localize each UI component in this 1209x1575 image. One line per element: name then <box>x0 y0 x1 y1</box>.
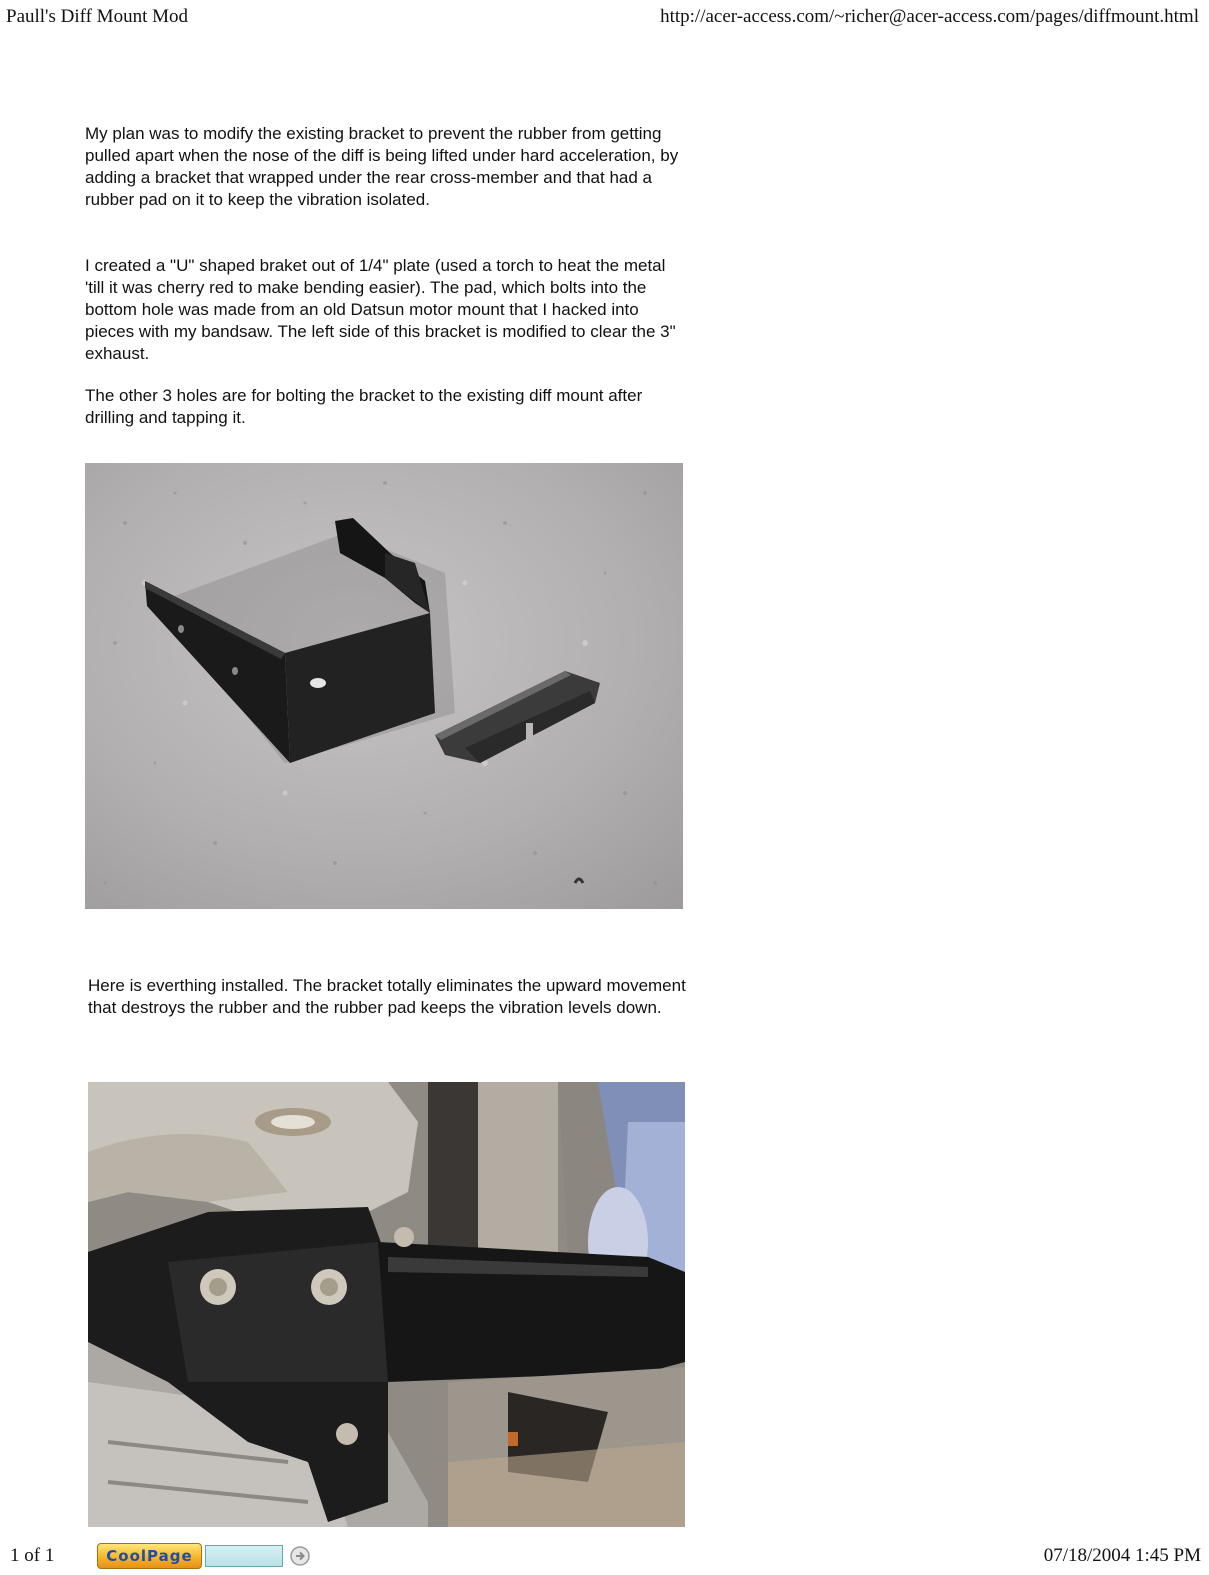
paragraph-bracket-construction: I created a "U" shaped braket out of 1/4" plate (used a torch to heat the metal 'till it was cherry red to make bending easier). The pad, which bolts into the bottom hole was made from an old Datsun motor mount that I hacked into pieces with my bandsaw. The left side of this bracket is modified to clear the 3" exhaust. <box>85 256 676 363</box>
page-url[interactable]: http://acer-access.com/~richer@acer-access.com/pages/diffmount.html <box>660 6 1199 27</box>
paragraph-bolt-holes: The other 3 holes are for bolting the bracket to the existing diff mount after drilling and tapping it. <box>85 386 643 427</box>
paragraph-plan: My plan was to modify the existing bracket to prevent the rubber from getting pulled apart when the nose of the diff is being lifted under hard acceleration, by adding a bracket that wrapped under the rear cross-member and that had a rubber pad on it to keep the vibration isolated. <box>85 124 679 209</box>
page-count: 1 of 1 <box>10 1545 55 1566</box>
paragraph-installed: Here is everthing installed. The bracket totally eliminates the upward movement that destroys the rubber and the rubber pad keeps the vibration levels down. <box>88 976 686 1017</box>
arrow-right-circle-icon[interactable] <box>289 1545 311 1567</box>
browser-toolbar <box>97 1543 317 1569</box>
bracket-photo <box>85 463 683 909</box>
print-timestamp: 07/18/2004 1:45 PM <box>1043 1545 1201 1566</box>
installed-bracket-photo <box>88 1082 685 1527</box>
toolbar-input[interactable] <box>205 1545 283 1567</box>
coolpage-logo-button[interactable]: CoolPage <box>97 1543 202 1569</box>
page-title: Paull's Diff Mount Mod <box>6 6 189 27</box>
